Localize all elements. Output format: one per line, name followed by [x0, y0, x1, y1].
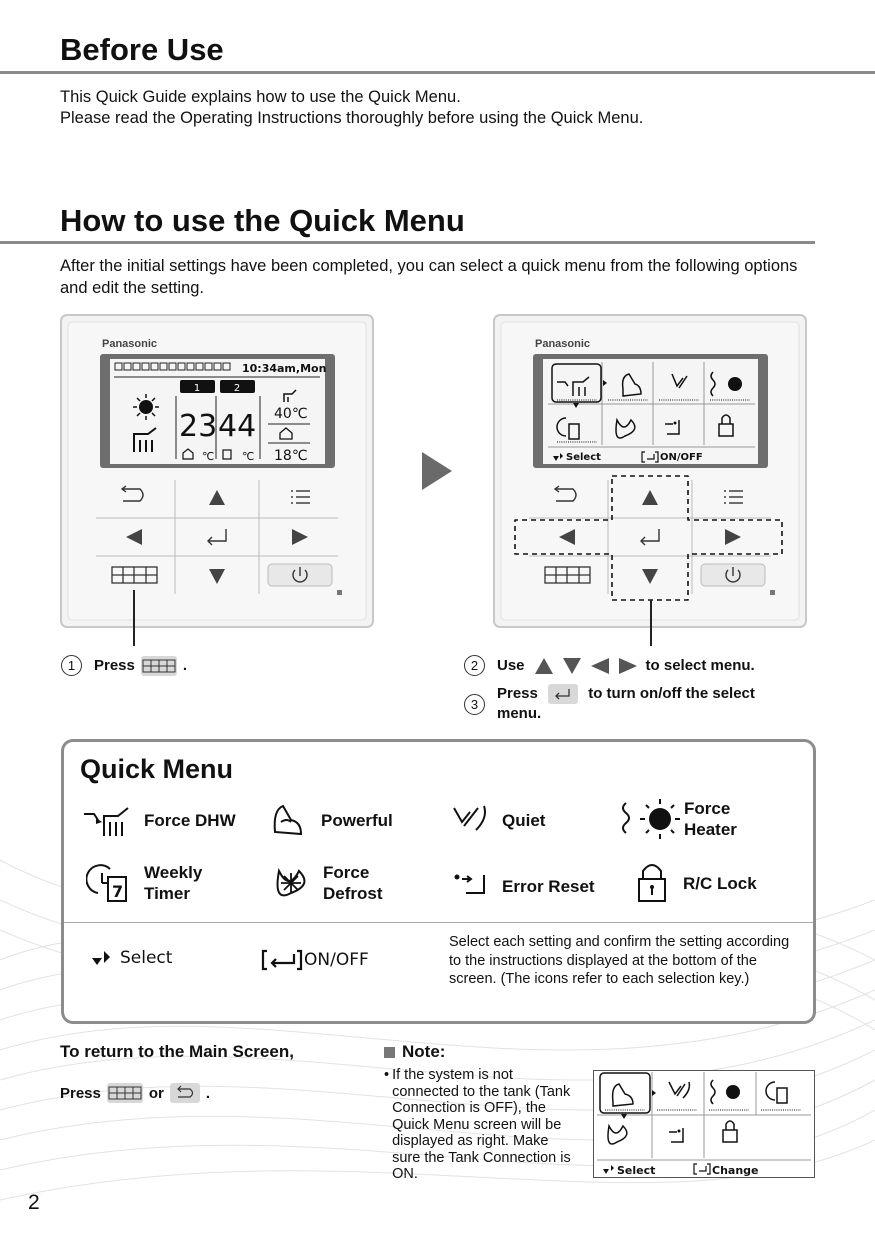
note-bullet-icon — [384, 1047, 395, 1058]
return-title: To return to the Main Screen, — [60, 1042, 294, 1061]
qm-item-force-heater — [618, 797, 754, 841]
return-or: or — [148, 1084, 164, 1102]
select-legend-label: Select — [120, 948, 173, 968]
pointer-line-1 — [133, 590, 135, 646]
qm-item-quiet — [448, 800, 545, 840]
qm-label-force-dhw: Force DHW — [144, 810, 236, 830]
quiet-icon — [448, 800, 502, 840]
force-defrost-icon — [267, 861, 323, 905]
intro-line-1: This Quick Guide explains how to use the Quick Menu. — [60, 88, 461, 106]
next-arrow-icon — [422, 452, 452, 490]
quick-menu-key-icon — [141, 656, 177, 676]
how-to-use-heading: How to use the Quick Menu — [60, 203, 465, 238]
rc-lock-icon — [635, 861, 683, 905]
powerful-icon — [269, 800, 321, 840]
step-3-press: Press — [497, 685, 538, 702]
svg-text:7: 7 — [112, 882, 124, 901]
step-3-end2: menu. — [497, 705, 542, 723]
how-to-intro: After the initial settings have been completed, you can select a quick menu from the following options and edit the setting. — [60, 257, 798, 297]
onoff-legend — [260, 948, 369, 972]
remote-controller-quick-menu — [493, 314, 807, 628]
quick-menu-title: Quick Menu — [80, 754, 234, 784]
qm-item-powerful — [269, 800, 393, 840]
right-key-icon — [617, 656, 639, 676]
unit-2: ℃ — [242, 450, 255, 463]
return-press: Press — [60, 1084, 101, 1102]
qm-label-error-reset: Error Reset — [502, 876, 595, 896]
quick-menu-key-icon — [107, 1083, 143, 1103]
step-1-number: 1 — [61, 655, 82, 676]
note-title — [384, 1042, 445, 1062]
qm-label-powerful: Powerful — [321, 810, 393, 830]
clock-display: 10:34am,Mon — [242, 362, 327, 375]
return-end: . — [205, 1084, 211, 1102]
qm-item-rc-lock — [635, 861, 757, 905]
step-2-number: 2 — [464, 655, 485, 676]
qm-item-error-reset — [452, 871, 595, 901]
force-dhw-icon — [82, 800, 144, 840]
step-2-use: Use — [497, 657, 525, 674]
zone-1-label: 1 — [193, 383, 201, 394]
qm-label-force-heater: Force Heater — [684, 799, 737, 839]
qm-item-force-defrost — [267, 861, 403, 905]
outdoor-temp: 18℃ — [274, 448, 308, 464]
remote-controller-main-screen — [60, 314, 374, 628]
up-key-icon — [533, 656, 555, 676]
step-2 — [464, 655, 755, 676]
pointer-line-2 — [650, 600, 652, 646]
zone-2-label: 2 — [233, 383, 241, 394]
qm-item-weekly-timer — [86, 861, 219, 905]
qm-label-rc-lock: R/C Lock — [683, 873, 757, 893]
error-reset-icon — [452, 871, 502, 901]
zone-2-temp: 44 — [218, 409, 257, 444]
unit-1: ℃ — [202, 450, 215, 463]
enter-bracket-icon — [260, 948, 304, 972]
weekly-timer-icon — [86, 861, 144, 905]
intro-line-2: Please read the Operating Instructions thoroughly before using the Quick Menu. — [60, 109, 644, 127]
return-instruction — [60, 1083, 210, 1103]
tank-temp: 40℃ — [274, 406, 308, 422]
note-body: If the system is not connected to the tank (Tank Connection is OFF), the Quick Menu screen will be displayed as right. Make sure the Tank Connection is ON. — [392, 1067, 571, 1182]
note-title-text: Note: — [402, 1042, 446, 1061]
force-heater-icon — [618, 797, 684, 841]
left-key-icon — [589, 656, 611, 676]
step-3-number: 3 — [464, 694, 485, 715]
zone-1-temp: 23 — [179, 409, 218, 444]
heading-rule — [0, 71, 875, 74]
page-number: 2 — [28, 1191, 40, 1214]
quick-menu-screen-no-tank — [593, 1070, 815, 1178]
down-key-icon — [561, 656, 583, 676]
step-3-end: to turn on/off the select — [588, 685, 755, 702]
back-key-icon — [170, 1083, 200, 1103]
note-text: • If the system is not connected to the tank (Tank Connection is OFF), the Quick Menu screen will be displayed as right. Make sure the Tank Connection is ON. — [384, 1067, 579, 1183]
step-1-press: Press — [94, 657, 135, 674]
step-3 — [464, 684, 755, 723]
footer-onoff: ON/OFF — [660, 452, 703, 463]
enter-key-icon — [548, 684, 578, 704]
screen3-footer-change: Change — [712, 1164, 759, 1177]
qm-item-force-dhw — [82, 800, 236, 840]
quick-menu-panel — [61, 739, 816, 1024]
qm-label-quiet: Quiet — [502, 810, 546, 830]
screen3-footer-select: Select — [617, 1164, 656, 1177]
step-2-end: to select menu. — [645, 657, 755, 674]
step-1 — [61, 655, 187, 676]
brand-label: Panasonic — [535, 338, 591, 350]
select-keys-icon — [90, 948, 120, 968]
step-1-end: . — [182, 657, 188, 674]
quick-menu-note: Select each setting and confirm the setting according to the instructions displayed at the bottom of the screen. (The icons refer to each selection key.) — [449, 934, 790, 987]
quick-menu-divider — [64, 922, 813, 923]
select-legend — [90, 948, 172, 968]
footer-select: Select — [566, 452, 601, 463]
qm-label-weekly-timer: Weekly Timer — [144, 863, 203, 903]
brand-label: Panasonic — [102, 338, 158, 350]
onoff-legend-label: ON/OFF — [304, 950, 369, 970]
qm-label-force-defrost: Force Defrost — [323, 863, 383, 903]
before-use-heading: Before Use — [60, 32, 224, 67]
heading-rule-2 — [0, 241, 815, 244]
